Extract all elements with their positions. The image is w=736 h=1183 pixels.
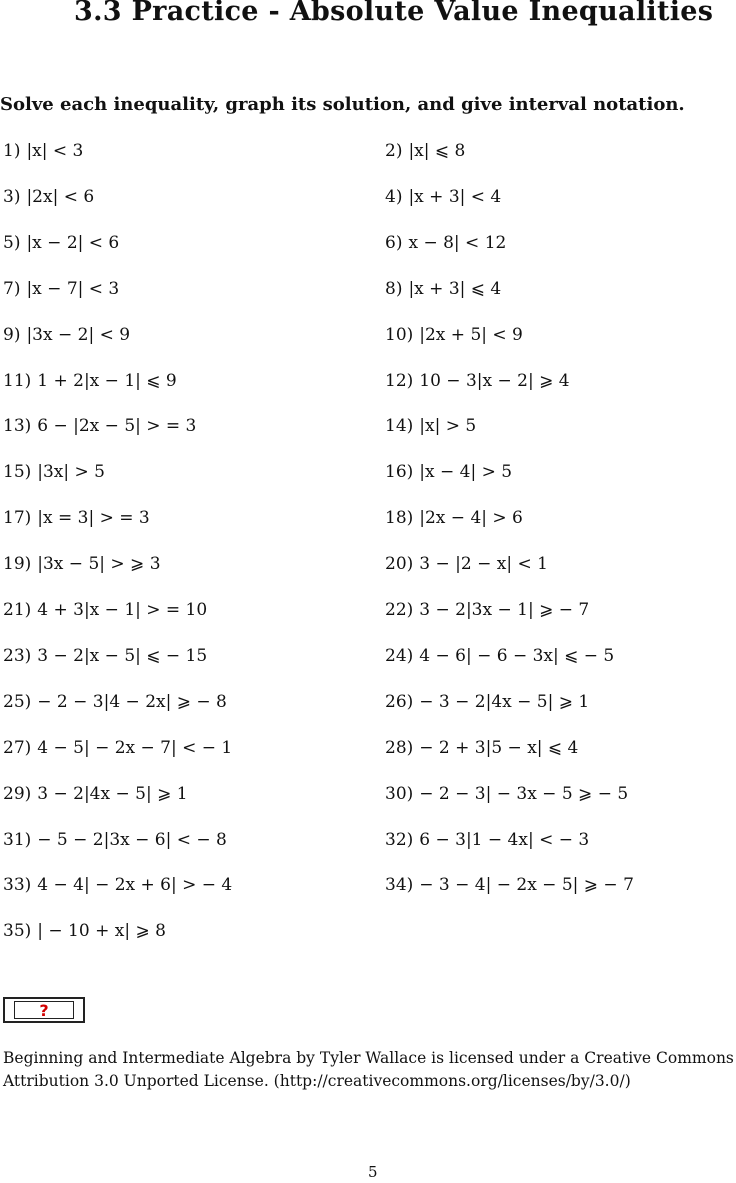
problem-expression: 4 − 6| − 6 − 3x| ⩽ − 5	[419, 645, 615, 666]
problem-number: 31)	[3, 829, 32, 850]
problem-number: 15)	[3, 462, 32, 483]
problem-expression: 3 − 2|4x − 5| ⩾ 1	[37, 783, 188, 804]
problem-number: 27)	[3, 737, 32, 758]
problem-number: 7)	[3, 278, 21, 299]
problem-number: 5)	[3, 232, 21, 253]
problem-item	[385, 415, 476, 437]
problem-expression: |x − 4| > 5	[419, 462, 513, 483]
problem-expression: |3x − 5| > ⩾ 3	[37, 554, 161, 575]
problem-number: 2)	[385, 141, 403, 161]
problem-number: 6)	[385, 232, 403, 253]
problem-expression: − 3 − 2|4x − 5| ⩾ 1	[419, 691, 590, 712]
problem-item	[385, 186, 501, 208]
problem-expression: 10 − 3|x − 2| ⩾ 4	[419, 370, 570, 391]
problem-number: 17)	[3, 508, 32, 529]
problem-number: 13)	[3, 416, 32, 437]
problem-expression: 3 − 2|3x − 1| ⩾ − 7	[419, 600, 590, 620]
problem-expression: |x + 3| < 4	[408, 186, 502, 207]
problem-item	[3, 553, 161, 575]
problem-number: 19)	[3, 554, 32, 575]
problem-item	[385, 874, 634, 896]
problem-number: 25)	[3, 691, 32, 712]
problem-expression: 6 − 3|1 − 4x| < − 3	[419, 829, 590, 850]
problem-number: 28)	[385, 737, 414, 758]
problem-number: 16)	[385, 462, 414, 483]
problem-expression: |2x + 5| < 9	[419, 324, 523, 345]
problem-expression: |x − 2| < 6	[26, 232, 120, 253]
problem-expression: − 2 − 3| − 3x − 5 ⩾ − 5	[419, 783, 629, 804]
problem-item	[385, 737, 578, 759]
instructions: Solve each inequality, graph its solution, and give interval notation.	[0, 94, 685, 115]
problem-number: 14)	[385, 416, 414, 437]
problem-expression: |x| > 5	[419, 416, 477, 437]
problem-item	[3, 232, 119, 254]
problem-expression: |x| ⩽ 8	[408, 141, 466, 161]
problem-item	[3, 920, 166, 942]
license-text	[3, 1047, 736, 1093]
license-line-2: Attribution 3.0 Unported License. (http://creativecommons.org/licenses/by/3.0/)	[3, 1072, 631, 1090]
problem-number: 26)	[385, 691, 414, 712]
problem-expression: |x = 3| > = 3	[37, 508, 150, 529]
missing-image-icon: ?	[39, 1000, 49, 1020]
problem-expression: |x + 3| ⩽ 4	[408, 278, 502, 299]
problem-expression: − 2 + 3|5 − x| ⩽ 4	[419, 737, 579, 758]
problem-item	[385, 507, 523, 529]
problem-number: 4)	[385, 186, 403, 207]
problem-expression: x − 8| < 12	[408, 232, 507, 253]
problem-expression: − 3 − 4| − 2x − 5| ⩾ − 7	[419, 875, 634, 896]
problem-item	[3, 324, 130, 346]
problem-item	[3, 874, 232, 896]
problem-item	[385, 278, 501, 300]
problem-item	[385, 461, 512, 483]
problem-number: 33)	[3, 875, 32, 896]
problem-item	[3, 783, 188, 805]
problem-item	[3, 737, 232, 759]
problem-expression: 3 − 2|x − 5| ⩽ − 15	[37, 645, 208, 666]
problem-number: 30)	[385, 783, 414, 804]
problem-item	[3, 186, 94, 208]
problem-item	[3, 507, 150, 529]
license-line-1: Beginning and Intermediate Algebra by Tyler Wallace is licensed under a Creative Commons	[3, 1049, 734, 1067]
problem-expression: 4 − 4| − 2x + 6| > − 4	[37, 875, 233, 896]
problem-item	[385, 140, 465, 162]
problem-expression: |3x| > 5	[37, 462, 105, 483]
problem-item	[3, 691, 227, 713]
problem-number: 9)	[3, 324, 21, 345]
problem-item	[385, 599, 589, 621]
problem-number: 8)	[385, 278, 403, 299]
problem-item	[3, 415, 196, 437]
problem-number: 10)	[385, 324, 414, 345]
page-title: 3.3 Practice - Absolute Value Inequalities	[74, 0, 714, 27]
problem-item	[385, 645, 614, 667]
problem-item	[385, 829, 589, 851]
problem-number: 11)	[3, 370, 32, 391]
problem-item	[385, 783, 628, 805]
problem-expression: | − 10 + x| ⩾ 8	[37, 921, 166, 942]
problem-item	[385, 324, 523, 346]
problem-item	[385, 691, 589, 713]
problem-expression: 6 − |2x − 5| > = 3	[37, 416, 197, 437]
problem-expression: − 2 − 3|4 − 2x| ⩾ − 8	[37, 691, 227, 712]
problem-number: 18)	[385, 508, 414, 529]
problem-number: 34)	[385, 875, 414, 896]
problem-item	[385, 232, 506, 254]
problem-expression: |2x| < 6	[26, 186, 95, 207]
problem-expression: |3x − 2| < 9	[26, 324, 131, 345]
problem-number: 3)	[3, 186, 21, 207]
problem-number: 22)	[385, 600, 414, 620]
problem-number: 35)	[3, 921, 32, 942]
problem-item	[3, 829, 227, 851]
problem-expression: − 5 − 2|3x − 6| < − 8	[37, 829, 227, 850]
problem-expression: 4 − 5| − 2x − 7| < − 1	[37, 737, 233, 758]
problem-number: 29)	[3, 783, 32, 804]
problem-number: 1)	[3, 141, 21, 161]
problem-expression: |x − 7| < 3	[26, 278, 120, 299]
problem-number: 12)	[385, 370, 414, 391]
problem-item	[3, 140, 83, 162]
problem-number: 23)	[3, 645, 32, 666]
license-logo	[3, 997, 85, 1023]
problem-expression: 1 + 2|x − 1| ⩽ 9	[37, 370, 177, 391]
problem-item	[3, 599, 207, 621]
problem-number: 32)	[385, 829, 414, 850]
problem-expression: |x| < 3	[26, 141, 84, 161]
problem-number: 21)	[3, 600, 32, 620]
problem-item	[385, 553, 548, 575]
problem-item	[3, 461, 105, 483]
problem-expression: 4 + 3|x − 1| > = 10	[37, 600, 208, 620]
problem-expression: |2x − 4| > 6	[419, 508, 523, 529]
problem-number: 24)	[385, 645, 414, 666]
page-number: 5	[368, 1163, 378, 1181]
problem-item	[3, 278, 119, 300]
problem-number: 20)	[385, 554, 414, 575]
problem-expression: 3 − |2 − x| < 1	[419, 554, 548, 575]
problem-item	[3, 370, 177, 392]
problem-item	[3, 645, 207, 667]
problem-item	[385, 370, 570, 392]
